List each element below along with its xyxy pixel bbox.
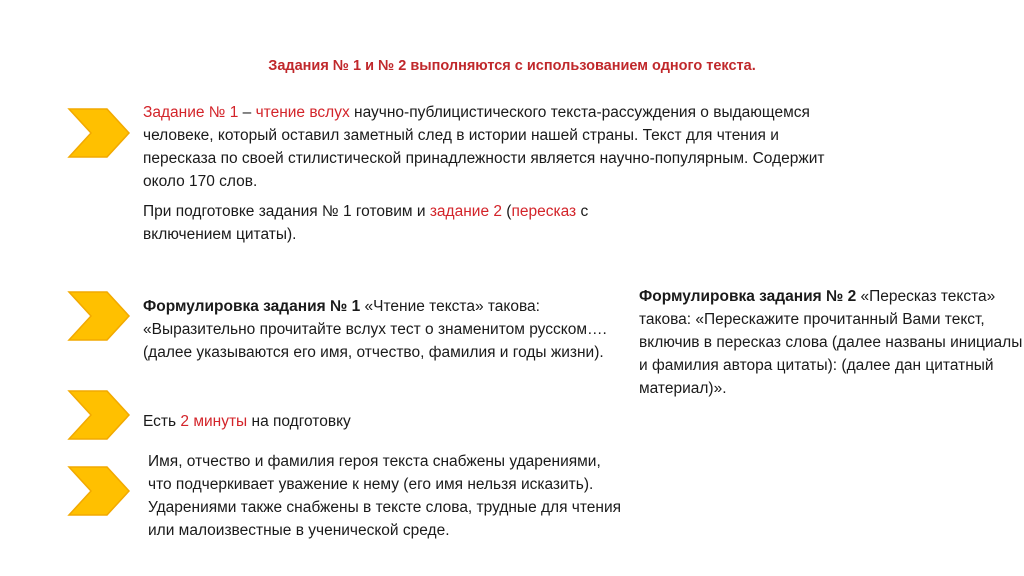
task1-wording-paragraph xyxy=(143,295,643,364)
preparation-paragraph xyxy=(143,200,653,246)
reading-aloud-label: чтение вслух xyxy=(255,104,350,121)
preparation-time-paragraph xyxy=(143,410,643,433)
task1-wording xyxy=(143,295,643,364)
task1-label: Задание № 1 xyxy=(143,104,239,121)
prep-after: с включением цитаты). xyxy=(143,203,589,243)
stress-note xyxy=(148,450,623,542)
task1-dash: – xyxy=(238,104,256,121)
retell-label: пересказ xyxy=(511,203,577,220)
task1-description xyxy=(143,101,833,246)
prep-time-minutes: 2 минуты xyxy=(180,413,248,430)
stress-note-body: Имя, отчество и фамилия героя текста снабжены ударениями, что подчеркивает уважение к нему (его имя нельзя исказить). Ударениями также снабжены в тексте слова, трудные для чтения или малоизвестные в ученической среде. xyxy=(148,453,622,539)
task2-link-text: задание 2 xyxy=(429,203,502,220)
prep-paren-open: ( xyxy=(502,203,512,220)
chevron-right-icon xyxy=(67,291,131,341)
page-title: Задания № 1 и № 2 выполняются с использованием одного текста. xyxy=(268,58,756,74)
task2-wording xyxy=(639,285,1024,400)
task1-wording-body: «Чтение текста» такова: «Выразительно прочитайте вслух тест о знаменитом русском…. (далее указываются его имя, отчество, фамилия и годы жизни). xyxy=(143,298,607,361)
task1-paragraph xyxy=(143,101,833,193)
task2-wording-title: Формулировка задания № 2 xyxy=(639,288,857,305)
prep-time-before: Есть xyxy=(143,413,181,430)
preparation-time xyxy=(143,410,643,433)
task1-body: научно-публицистического текста-рассуждения о выдающемся человеке, который оставил заметный след в истории нашей страны. Текст для чтения и пересказа по своей стилистической принадлежности является научно-популярным. Содержит около 170 слов. xyxy=(143,104,825,190)
chevron-right-icon xyxy=(67,466,131,516)
chevron-right-icon xyxy=(67,108,131,158)
task1-wording-title: Формулировка задания № 1 xyxy=(143,298,361,315)
prep-time-after: на подготовку xyxy=(247,413,351,430)
task2-wording-body: «Пересказ текста» такова: «Перескажите прочитанный Вами текст, включив в пересказ слова (далее названы инициалы и фамилия автора цитаты): (далее дан цитатный материал)». xyxy=(639,288,1023,397)
task2-wording-paragraph xyxy=(639,285,1024,400)
prep-before: При подготовке задания № 1 готовим и xyxy=(143,203,430,220)
chevron-right-icon xyxy=(67,390,131,440)
